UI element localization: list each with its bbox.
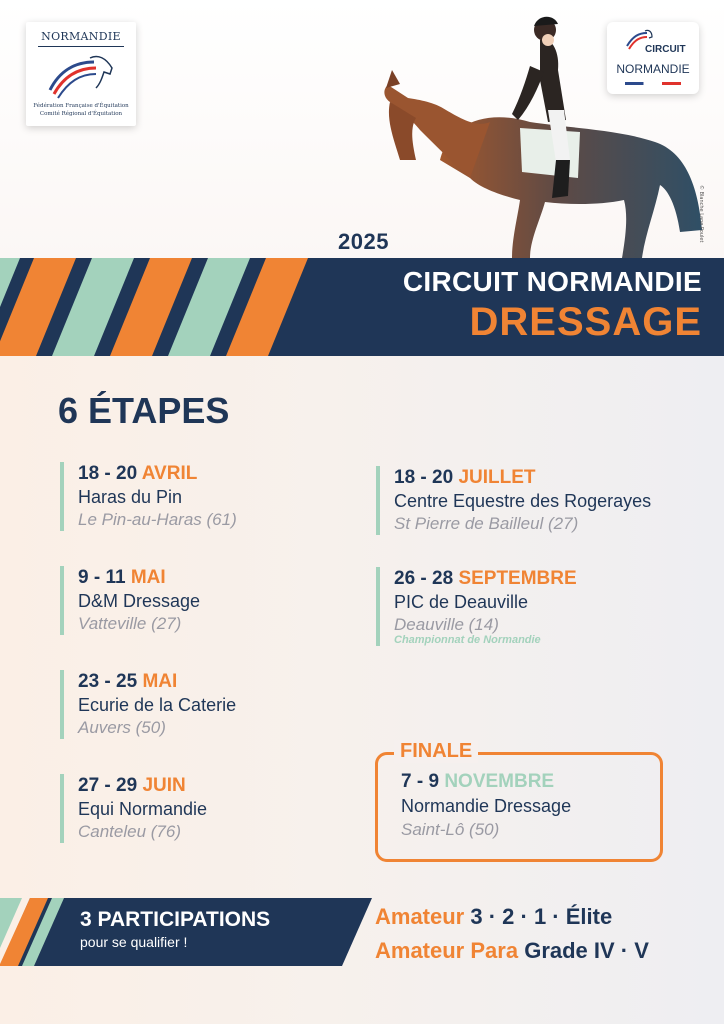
stage-venue: PIC de Deauville [394, 592, 529, 612]
stage-note: Championnat de Normandie [394, 634, 541, 646]
circuit-logo-line1: CIRCUIT [645, 44, 686, 55]
stage-month: JUILLET [458, 467, 536, 488]
stage-item [376, 567, 694, 646]
stage-city: Canteleu (76) [78, 822, 182, 841]
finale-details [401, 770, 571, 842]
stage-days: 23 - 25 [78, 671, 138, 692]
logo-federation-text [26, 102, 136, 118]
finale-dates [401, 770, 571, 794]
finale-days: 7 - 9 [401, 771, 440, 792]
horse-head-icon [46, 50, 116, 100]
horse-rider-photo [380, 10, 710, 260]
stage-days: 27 - 29 [78, 775, 138, 796]
logo-line-federation: Fédération Française d'Équitation [33, 103, 129, 109]
logo-line-comite: Comité Régional d'Équitation [39, 111, 123, 117]
stage-month: MAI [142, 671, 178, 692]
finale-month: NOVEMBRE [444, 771, 555, 792]
stage-month: AVRIL [141, 463, 198, 484]
stage-month: SEPTEMBRE [458, 568, 577, 589]
participations-subtitle: pour se qualifier ! [80, 934, 188, 950]
stages-heading: 6 ÉTAPES [58, 390, 230, 431]
stage-days: 18 - 20 [394, 467, 454, 488]
stage-city: Deauville (14) [394, 615, 499, 634]
circuit-logo-line2: NORMANDIE [616, 62, 690, 76]
stage-item [60, 774, 378, 843]
category-line [375, 938, 649, 964]
stage-city: Auvers (50) [78, 718, 166, 737]
stage-item [60, 462, 378, 531]
stage-city: Le Pin-au-Haras (61) [78, 510, 237, 529]
ffe-normandie-logo [26, 22, 136, 126]
finale-venue: Normandie Dressage [401, 796, 572, 816]
stage-dates [78, 566, 378, 590]
banner-title: CIRCUIT NORMANDIE [402, 266, 702, 297]
finale-label: FINALE [394, 740, 478, 763]
category-levels: 3 · 2 · 1 · Élite [470, 904, 613, 929]
finale-city: Saint-Lô (50) [401, 820, 500, 839]
stage-venue: Equi Normandie [78, 799, 208, 819]
stage-city: Vatteville (27) [78, 614, 182, 633]
category-levels: Grade IV · V [524, 938, 649, 963]
stage-dates [78, 462, 378, 486]
stage-dates [394, 466, 694, 490]
stage-month: JUIN [142, 775, 186, 796]
stage-venue: Haras du Pin [78, 487, 183, 507]
stage-item [60, 670, 378, 739]
category-label: Amateur Para [375, 938, 519, 963]
stage-dates [78, 670, 378, 694]
photo-credit: © Blanche Lane Poulet [698, 185, 704, 243]
stage-days: 9 - 11 [78, 567, 126, 588]
logo-rule [38, 46, 124, 47]
logo-region-text: NORMANDIE [41, 30, 121, 43]
stage-venue: Centre Equestre des Rogerayes [394, 491, 652, 511]
stage-dates [78, 774, 378, 798]
banner-subtitle: DRESSAGE [469, 300, 702, 344]
year-label: 2025 [338, 229, 389, 254]
stage-city: St Pierre de Bailleul (27) [394, 514, 579, 533]
stage-item [60, 566, 378, 635]
stage-days: 18 - 20 [78, 463, 138, 484]
category-line [375, 904, 612, 930]
stage-days: 26 - 28 [394, 568, 454, 589]
stage-venue: D&M Dressage [78, 591, 201, 611]
stage-month: MAI [130, 567, 166, 588]
stage-venue: Ecurie de la Caterie [78, 695, 237, 715]
stage-dates [394, 567, 694, 591]
participations-title: 3 PARTICIPATIONS [80, 908, 271, 931]
stage-item [376, 466, 694, 535]
category-label: Amateur [375, 904, 465, 929]
